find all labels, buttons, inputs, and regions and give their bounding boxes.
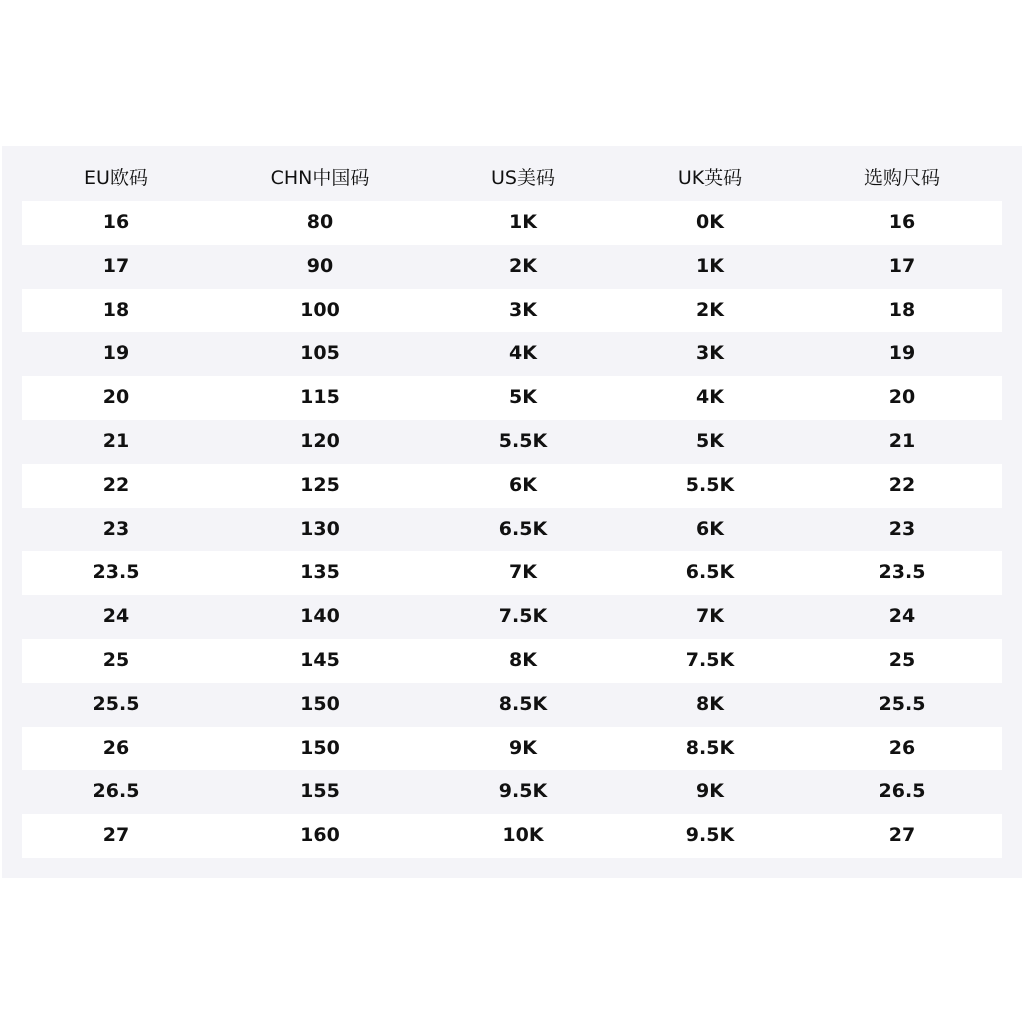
cell-us-size: 6K [509,473,537,496]
cell-uk-size: 1K [696,254,724,277]
cell-eu-size: 26.5 [92,780,140,803]
cell-chn-size: 135 [300,561,340,584]
cell-us-size: 2K [509,254,537,277]
header-chn-size: CHN中国码 [270,167,370,189]
cell-uk-size: 8.5K [685,736,735,759]
cell-uk-size: 4K [696,386,724,409]
cell-us-size: 7K [509,561,537,584]
cell-us-size: 1K [509,211,537,233]
cell-select-size: 20 [888,386,916,409]
cell-uk-size: 9K [696,780,724,803]
cell-uk-size: 5K [696,429,724,452]
cell-us-size: 7.5K [498,605,548,628]
cell-chn-size: 130 [300,517,340,540]
cell-chn-size: 115 [300,386,340,409]
cell-uk-size: 7.5K [685,648,735,671]
cell-eu-size: 21 [102,429,130,452]
header-eu-size: EU欧码 [84,167,148,189]
cell-eu-size: 26 [102,736,130,759]
cell-select-size: 23 [888,517,916,540]
header-us-size: US美码 [491,167,555,189]
cell-uk-size: 7K [696,605,724,628]
cell-eu-size: 16 [102,211,130,233]
cell-select-size: 19 [888,342,916,365]
table-row [22,814,1002,858]
cell-select-size: 25 [888,648,916,671]
size-chart-panel [2,146,1022,878]
table-row [22,201,1002,245]
cell-us-size: 6.5K [498,517,548,540]
cell-select-size: 26.5 [878,780,926,803]
cell-us-size: 3K [509,298,537,321]
cell-uk-size: 3K [696,342,724,365]
cell-chn-size: 145 [300,648,340,671]
table-row [22,683,1002,727]
cell-eu-size: 19 [102,342,130,365]
cell-chn-size: 90 [306,254,334,277]
cell-select-size: 25.5 [878,692,926,715]
cell-eu-size: 20 [102,386,130,409]
cell-eu-size: 27 [102,824,130,847]
cell-uk-size: 6K [696,517,724,540]
cell-select-size: 26 [888,736,916,759]
cell-uk-size: 9.5K [685,824,735,847]
cell-uk-size: 6.5K [685,561,735,584]
cell-chn-size: 140 [300,605,340,628]
cell-us-size: 10K [502,824,544,847]
cell-select-size: 21 [888,429,916,452]
table-row [22,289,1002,333]
cell-chn-size: 100 [300,298,340,321]
cell-eu-size: 22 [102,473,130,496]
cell-select-size: 23.5 [878,561,926,584]
table-row [22,727,1002,771]
table-row [22,420,1002,464]
cell-chn-size: 150 [300,692,340,715]
cell-chn-size: 120 [300,429,340,452]
table-row [22,376,1002,420]
header-uk-size: UK英码 [677,167,743,189]
table-row [22,770,1002,814]
cell-us-size: 5.5K [498,429,548,452]
cell-select-size: 17 [888,254,916,277]
cell-eu-size: 17 [102,254,130,277]
table-row [22,639,1002,683]
cell-us-size: 5K [509,386,537,409]
cell-select-size: 16 [888,211,916,233]
cell-uk-size: 8K [696,692,724,715]
cell-eu-size: 18 [102,298,130,321]
table-row [22,595,1002,639]
table-row [22,508,1002,552]
table-row [22,464,1002,508]
table-row [22,245,1002,289]
cell-eu-size: 23 [102,517,130,540]
cell-chn-size: 160 [300,824,340,847]
size-chart-body [22,201,1002,858]
cell-eu-size: 25.5 [92,692,140,715]
cell-chn-size: 80 [306,211,334,233]
table-row [22,332,1002,376]
cell-select-size: 22 [888,473,916,496]
cell-eu-size: 25 [102,648,130,671]
cell-chn-size: 105 [300,342,340,365]
cell-eu-size: 23.5 [92,561,140,584]
size-chart-header [22,146,1002,202]
cell-select-size: 18 [888,298,916,321]
cell-us-size: 9.5K [498,780,548,803]
cell-us-size: 4K [509,342,537,365]
cell-us-size: 8K [509,648,537,671]
cell-chn-size: 150 [300,736,340,759]
cell-select-size: 27 [888,824,916,847]
cell-uk-size: 0K [696,211,724,233]
cell-select-size: 24 [888,605,916,628]
table-row [22,551,1002,595]
cell-us-size: 8.5K [498,692,548,715]
header-select-size: 选购尺码 [863,167,941,189]
cell-us-size: 9K [509,736,537,759]
cell-chn-size: 155 [300,780,340,803]
cell-eu-size: 24 [102,605,130,628]
cell-chn-size: 125 [300,473,340,496]
cell-uk-size: 2K [696,298,724,321]
cell-uk-size: 5.5K [685,473,735,496]
